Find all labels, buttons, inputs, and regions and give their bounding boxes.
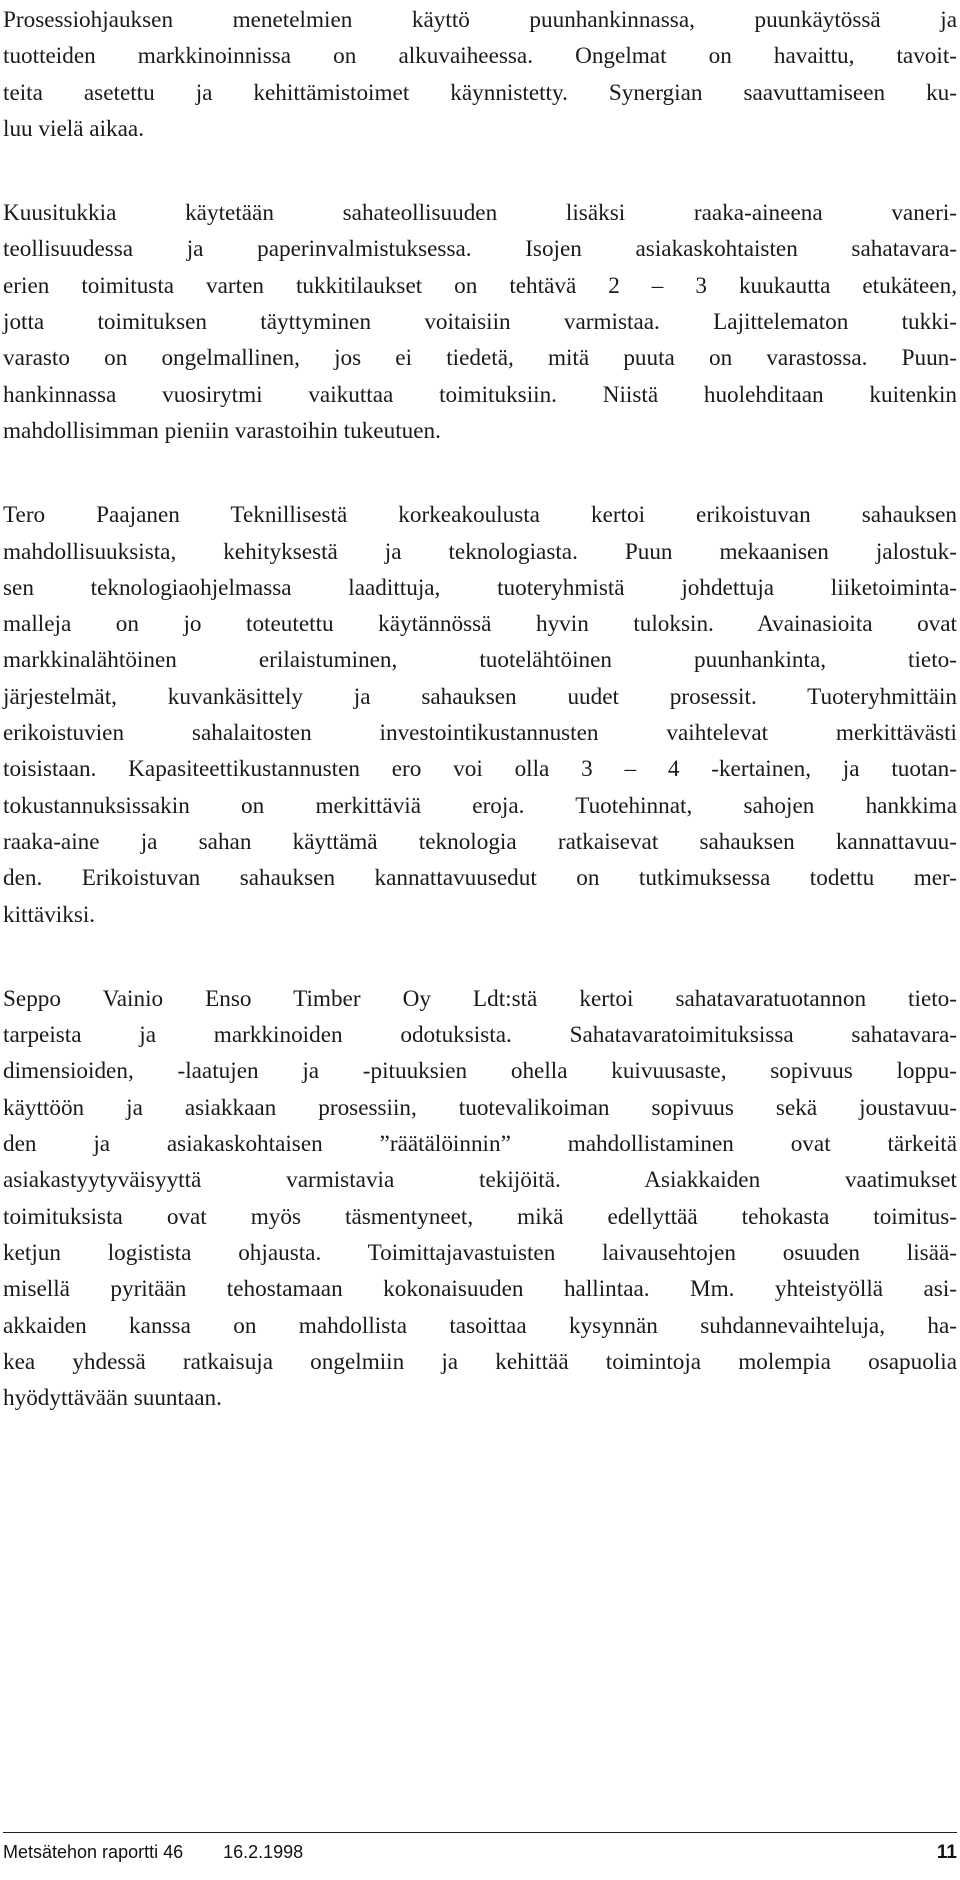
text-line: malleja on jo toteutettu käytännössä hyvin tuloksin. Avainasioita ovat xyxy=(3,611,957,638)
report-name: Metsätehon raportti 46 xyxy=(3,1842,184,1862)
text-line: den. Erikoistuvan sahauksen kannattavuusedut on tutkimuksessa todettu mer- xyxy=(3,865,957,892)
text-line: toisistaan. Kapasiteettikustannusten ero voi olla 3 – 4 -kertainen, ja tuotan- xyxy=(3,756,957,783)
text-line: mahdollisuuksista, kehityksestä ja teknologiasta. Puun mekaanisen jalostuk- xyxy=(3,538,957,565)
footer-source xyxy=(3,1842,303,1863)
report-date: 16.2.1998 xyxy=(223,1842,304,1862)
text-line: mahdollisimman pieniin varastoihin tukeutuen. xyxy=(3,417,441,444)
text-line: teita asetettu ja kehittämistoimet käynnistetty. Synergian saavuttamiseen ku- xyxy=(3,79,957,106)
text-line: akkaiden kanssa on mahdollista tasoittaa kysynnän suhdannevaihteluja, ha- xyxy=(3,1312,957,1339)
text-line: tokustannuksissakin on merkittäviä eroja. Tuotehinnat, sahojen hankkima xyxy=(3,792,957,819)
paragraph-process-control xyxy=(3,2,957,147)
text-line: ketjun logistista ohjausta. Toimittajavastuisten laivausehtojen osuuden lisää- xyxy=(3,1239,957,1266)
text-line: raaka-aine ja sahan käyttämä teknologia ratkaisevat sahauksen kannattavuu- xyxy=(3,828,957,855)
text-line: misellä pyritään tehostamaan kokonaisuuden hallintaa. Mm. yhteistyöllä asi- xyxy=(3,1276,957,1303)
text-line: erikoistuvien sahalaitosten investointikustannusten vaihtelevat merkittävästi xyxy=(3,720,957,747)
text-line: asiakastyytyväisyyttä varmistavia tekijöitä. Asiakkaiden vaatimukset xyxy=(3,1167,957,1194)
text-line: dimensioiden, -laatujen ja -pituuksien ohella kuivuusaste, sopivuus loppu- xyxy=(3,1058,957,1085)
text-line: den ja asiakaskohtaisen ”räätälöinnin” mahdollistaminen ovat tärkeitä xyxy=(3,1131,957,1158)
text-line: hyödyttävään suuntaan. xyxy=(3,1385,222,1412)
text-line: jotta toimituksen täyttyminen voitaisiin varmistaa. Lajittelematon tukki- xyxy=(3,309,957,336)
text-line: markkinalähtöinen erilaistuminen, tuotelähtöinen puunhankinta, tieto- xyxy=(3,647,957,674)
text-line: tuotteiden markkinoinnissa on alkuvaiheessa. Ongelmat on havaittu, tavoit- xyxy=(3,43,957,70)
page-number: 11 xyxy=(936,1842,957,1863)
paragraph-spruce-logs xyxy=(3,195,957,449)
text-line: Seppo Vainio Enso Timber Oy Ldt:stä kertoi sahatavaratuotannon tieto- xyxy=(3,985,957,1012)
footer-divider xyxy=(3,1832,957,1833)
text-line: järjestelmät, kuvankäsittely ja sahauksen uudet prosessit. Tuoteryhmittäin xyxy=(3,683,957,710)
text-line: Kuusitukkia käytetään sahateollisuuden lisäksi raaka-aineena vaneri- xyxy=(3,200,957,227)
text-line: Prosessiohjauksen menetelmien käyttö puunhankinnassa, puunkäytössä ja xyxy=(3,7,957,33)
text-line: varasto on ongelmallinen, jos ei tiedetä, mitä puuta on varastossa. Puun- xyxy=(3,345,957,372)
text-line: kittäviksi. xyxy=(3,901,96,928)
text-line: toimituksista ovat myös täsmentyneet, mikä edellyttää tehokasta toimitus- xyxy=(3,1203,957,1230)
text-line: erien toimitusta varten tukkitilaukset on tehtävä 2 – 3 kuukautta etukäteen, xyxy=(3,272,957,299)
text-line: teollisuudessa ja paperinvalmistuksessa. Isojen asiakaskohtaisten sahatavara- xyxy=(3,236,957,263)
text-line: tarpeista ja markkinoiden odotuksista. Sahatavaratoimituksissa sahatavara- xyxy=(3,1022,957,1049)
text-line: käyttöön ja asiakkaan prosessiin, tuotevalikoiman sopivuus sekä joustavuu- xyxy=(3,1094,957,1121)
text-line: luu vielä aikaa. xyxy=(3,115,144,142)
text-line: kea yhdessä ratkaisuja ongelmiin ja kehittää toimintoja molempia osapuolia xyxy=(3,1348,957,1375)
paragraph-seppo-vainio xyxy=(3,981,957,1417)
text-line: sen teknologiaohjelmassa laadittuja, tuoteryhmistä johdettuja liiketoiminta- xyxy=(3,574,957,601)
text-line: hankinnassa vuosirytmi vaikuttaa toimituksiin. Niistä huolehditaan kuitenkin xyxy=(3,381,957,408)
text-line: Tero Paajanen Teknillisestä korkeakoulusta kertoi erikoistuvan sahauksen xyxy=(3,502,957,529)
document-body xyxy=(3,2,957,1464)
paragraph-tero-paajanen xyxy=(3,497,957,933)
